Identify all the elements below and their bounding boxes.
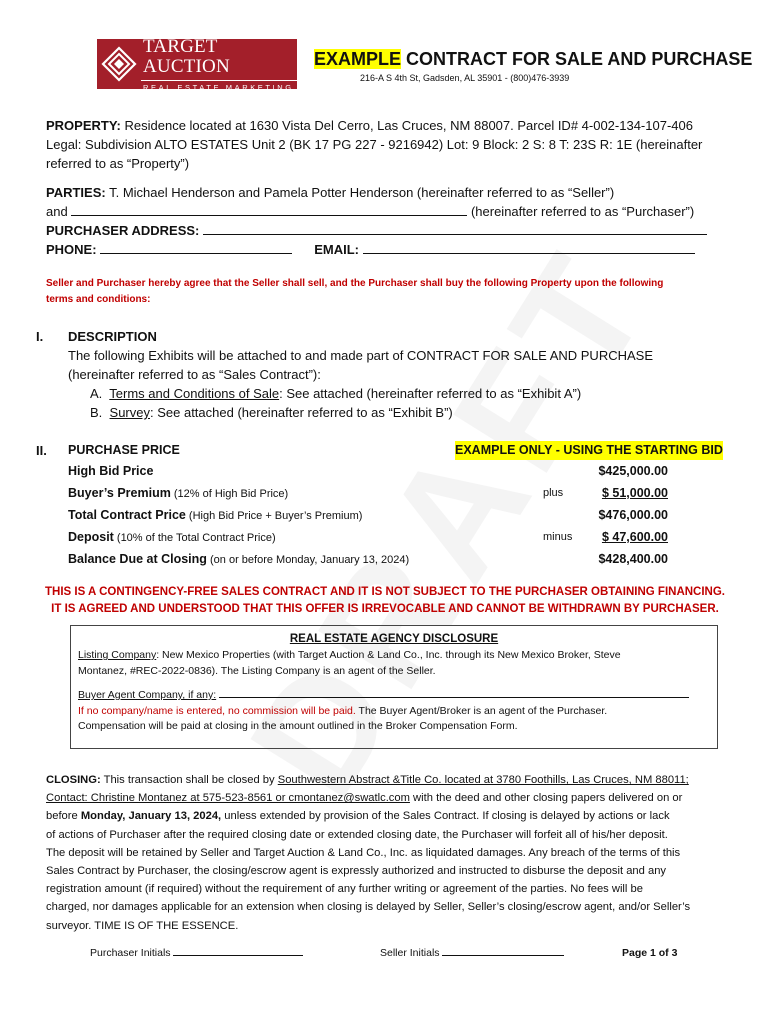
price-row-balance-due xyxy=(68,549,668,569)
page-number: Page 1 of 3 xyxy=(622,947,678,959)
item-b-rest: : See attached (hereinafter referred to as “Exhibit B”) xyxy=(150,405,453,420)
closing-l1-pre: This transaction shall be closed by xyxy=(100,774,278,786)
closing-date: Monday, January 13, 2024, xyxy=(80,810,222,823)
closing-section xyxy=(46,771,736,935)
closing-line5: The deposit will be retained by Seller and Target Auction & Land Co., Inc. as liquidated damages. Any breach of the terms of this xyxy=(46,846,681,859)
price-amount: $ 47,600.00 xyxy=(601,530,668,544)
closing-line7: registration amount (if required) without the requirement of any further writing or agreement of the parties. No fees will be xyxy=(46,883,643,896)
buyer-agent-line3: Compensation will be paid at closing in the amount outlined in the Broker Compensation Form. xyxy=(78,720,518,732)
contact-link[interactable]: Contact: Christine Montanez at 575-523-8561 or cmontanez@swatlc.com xyxy=(46,792,410,805)
seller-initials-label: Seller Initials xyxy=(380,947,440,959)
company-logo xyxy=(97,35,297,92)
price-label-rest: (on or before Monday, January 13, 2024) xyxy=(206,554,410,566)
item-a-letter: A. xyxy=(90,386,103,401)
price-row-deposit xyxy=(68,527,668,547)
price-amount: $ 51,000.00 xyxy=(601,486,668,500)
section1-description xyxy=(68,327,728,422)
section1-number: I. xyxy=(36,329,44,344)
section2-heading: PURCHASE PRICE xyxy=(68,443,180,457)
listing-line2: Montanez, #REC-2022-0836). The Listing Company is an agent of the Seller. xyxy=(78,664,436,677)
purchaser-address-label: PURCHASER ADDRESS: xyxy=(46,223,200,238)
phone-field[interactable] xyxy=(100,253,292,254)
price-label-rest: (10% of the Total Contract Price) xyxy=(113,532,276,544)
buyer-agent-warning: If no company/name is entered, no commission will be paid. xyxy=(78,704,356,717)
contingency-line2: IT IS AGREED AND UNDERSTOOD THAT THIS OFFER IS IRREVOCABLE AND CANNOT BE WITHDRAWN BY PURCHASER. xyxy=(51,603,719,615)
property-line1: Residence located at 1630 Vista Del Cerro, Las Cruces, NM 88007. Parcel ID# 4-002-134-107-406 xyxy=(120,118,693,133)
example-only-note: EXAMPLE ONLY - USING THE STARTING BID xyxy=(455,441,723,460)
disclosure-title: REAL ESTATE AGENCY DISCLOSURE xyxy=(289,633,499,645)
agency-disclosure-box xyxy=(70,625,718,749)
section2-number: II. xyxy=(36,443,47,458)
contingency-line1: THIS IS A CONTINGENCY-FREE SALES CONTRACT AND IT IS NOT SUBJECT TO THE PURCHASER OBTAINING FINANCING. xyxy=(44,586,726,598)
parties-section xyxy=(46,183,736,259)
price-row-high-bid xyxy=(68,461,668,481)
buyer-agent-field[interactable] xyxy=(219,697,689,698)
parties-and: and xyxy=(46,204,68,219)
listing-line1: : New Mexico Properties (with Target Auction & Land Co., Inc. through its New Mexico Broker, Steve xyxy=(156,649,621,661)
email-label: EMAIL: xyxy=(314,242,359,257)
agreement-line2: terms and conditions: xyxy=(46,294,151,305)
price-label-bold: Buyer’s Premium xyxy=(68,486,171,500)
closing-line6: Sales Contract by Purchaser, the closing/escrow agent is expressly authorized and instructed to disburse the deposit and any xyxy=(46,865,667,878)
closing-l2-rest: with the deed and other closing papers delivered on or xyxy=(409,792,683,805)
price-row-buyers-premium xyxy=(68,483,668,503)
phone-label: PHONE: xyxy=(46,242,97,257)
document-title xyxy=(314,49,752,70)
section1-heading: DESCRIPTION xyxy=(68,329,157,344)
price-label-bold: Balance Due at Closing xyxy=(68,552,207,566)
title-rest: CONTRACT FOR SALE AND PURCHASE xyxy=(401,49,753,69)
property-label: PROPERTY: xyxy=(46,118,121,133)
closing-line9: surveyor. TIME IS OF THE ESSENCE. xyxy=(46,919,239,932)
agreement-line1: Seller and Purchaser hereby agree that the Seller shall sell, and the Purchaser shall buy the following Property upon the following xyxy=(46,278,664,289)
price-amount: $428,400.00 xyxy=(598,552,668,566)
property-line3: referred to as “Property”) xyxy=(46,156,190,171)
price-amount: $425,000.00 xyxy=(598,464,668,478)
survey-link[interactable]: Survey xyxy=(109,405,150,420)
company-address: 216-A S 4th St, Gadsden, AL 35901 - (800)476-3939 xyxy=(360,73,570,83)
buyer-agent-label: Buyer Agent Company, if any: xyxy=(78,689,217,701)
purchaser-suffix: (hereinafter referred to as “Purchaser”) xyxy=(470,204,695,219)
purchaser-initials-label: Purchaser Initials xyxy=(90,947,171,959)
title-company-link[interactable]: Southwestern Abstract &Title Co. located at 3780 Foothills, Las Cruces, NM 88011; xyxy=(277,774,689,786)
closing-l3-rest: unless extended by provision of the Sales Contract. If closing is delayed by actions or lack xyxy=(221,810,670,823)
closing-line4: of actions of Purchaser after the required closing date or extended closing date, the Purchaser will forfeit all of his/her deposit. xyxy=(46,828,668,841)
purchaser-initials-field[interactable] xyxy=(173,955,303,956)
price-row-total-contract xyxy=(68,505,668,525)
price-label-bold: High Bid Price xyxy=(68,464,154,478)
price-label-rest: (12% of High Bid Price) xyxy=(170,488,289,500)
purchaser-address-field[interactable] xyxy=(203,234,707,235)
closing-label: CLOSING: xyxy=(46,774,101,786)
contingency-notice xyxy=(0,584,770,618)
email-field[interactable] xyxy=(363,253,695,254)
price-qualifier: plus xyxy=(543,487,564,499)
agreement-text xyxy=(46,276,663,308)
logo-top-text: TARGET AUCTION xyxy=(143,35,230,77)
buyer-agent-rest: The Buyer Agent/Broker is an agent of the Purchaser. xyxy=(355,704,608,717)
price-label-rest: (High Bid Price + Buyer’s Premium) xyxy=(185,510,363,522)
purchaser-name-field[interactable] xyxy=(71,215,467,216)
price-label-bold: Deposit xyxy=(68,530,114,544)
diamond-logo-icon xyxy=(97,39,141,89)
closing-l3-pre: before xyxy=(46,810,81,823)
item-b-letter: B. xyxy=(90,405,103,420)
title-highlight: EXAMPLE xyxy=(314,49,402,69)
price-label-bold: Total Contract Price xyxy=(68,508,186,522)
section1-line2: (hereinafter referred to as “Sales Contract”): xyxy=(68,367,321,382)
price-qualifier: minus xyxy=(543,531,573,543)
closing-line8: charged, nor damages applicable for an extension when closing is delayed by Seller, Seller’s closing/escrow agent, and/or Seller’s xyxy=(46,901,691,914)
seller-initials xyxy=(380,947,564,959)
logo-bottom-text: REAL ESTATE MARKETING xyxy=(141,80,297,92)
section1-line1: The following Exhibits will be attached to and made part of CONTRACT FOR SALE AND PURCHASE xyxy=(68,348,653,363)
parties-label: PARTIES: xyxy=(46,185,106,200)
parties-line1: T. Michael Henderson and Pamela Potter Henderson (hereinafter referred to as “Seller”) xyxy=(105,185,615,200)
item-a-rest: : See attached (hereinafter referred to as “Exhibit A”) xyxy=(279,386,582,401)
seller-initials-field[interactable] xyxy=(442,955,564,956)
purchaser-initials xyxy=(90,947,303,959)
listing-company-label: Listing Company xyxy=(78,649,157,661)
terms-conditions-link[interactable]: Terms and Conditions of Sale xyxy=(109,386,280,401)
price-amount: $476,000.00 xyxy=(598,508,668,522)
property-section xyxy=(46,116,736,173)
property-line2: Legal: Subdivision ALTO ESTATES Unit 2 (BK 17 PG 227 - 9216942) Lot: 9 Block: 2 S: 8 T: 23S R: 1E (hereinafter xyxy=(46,137,703,152)
